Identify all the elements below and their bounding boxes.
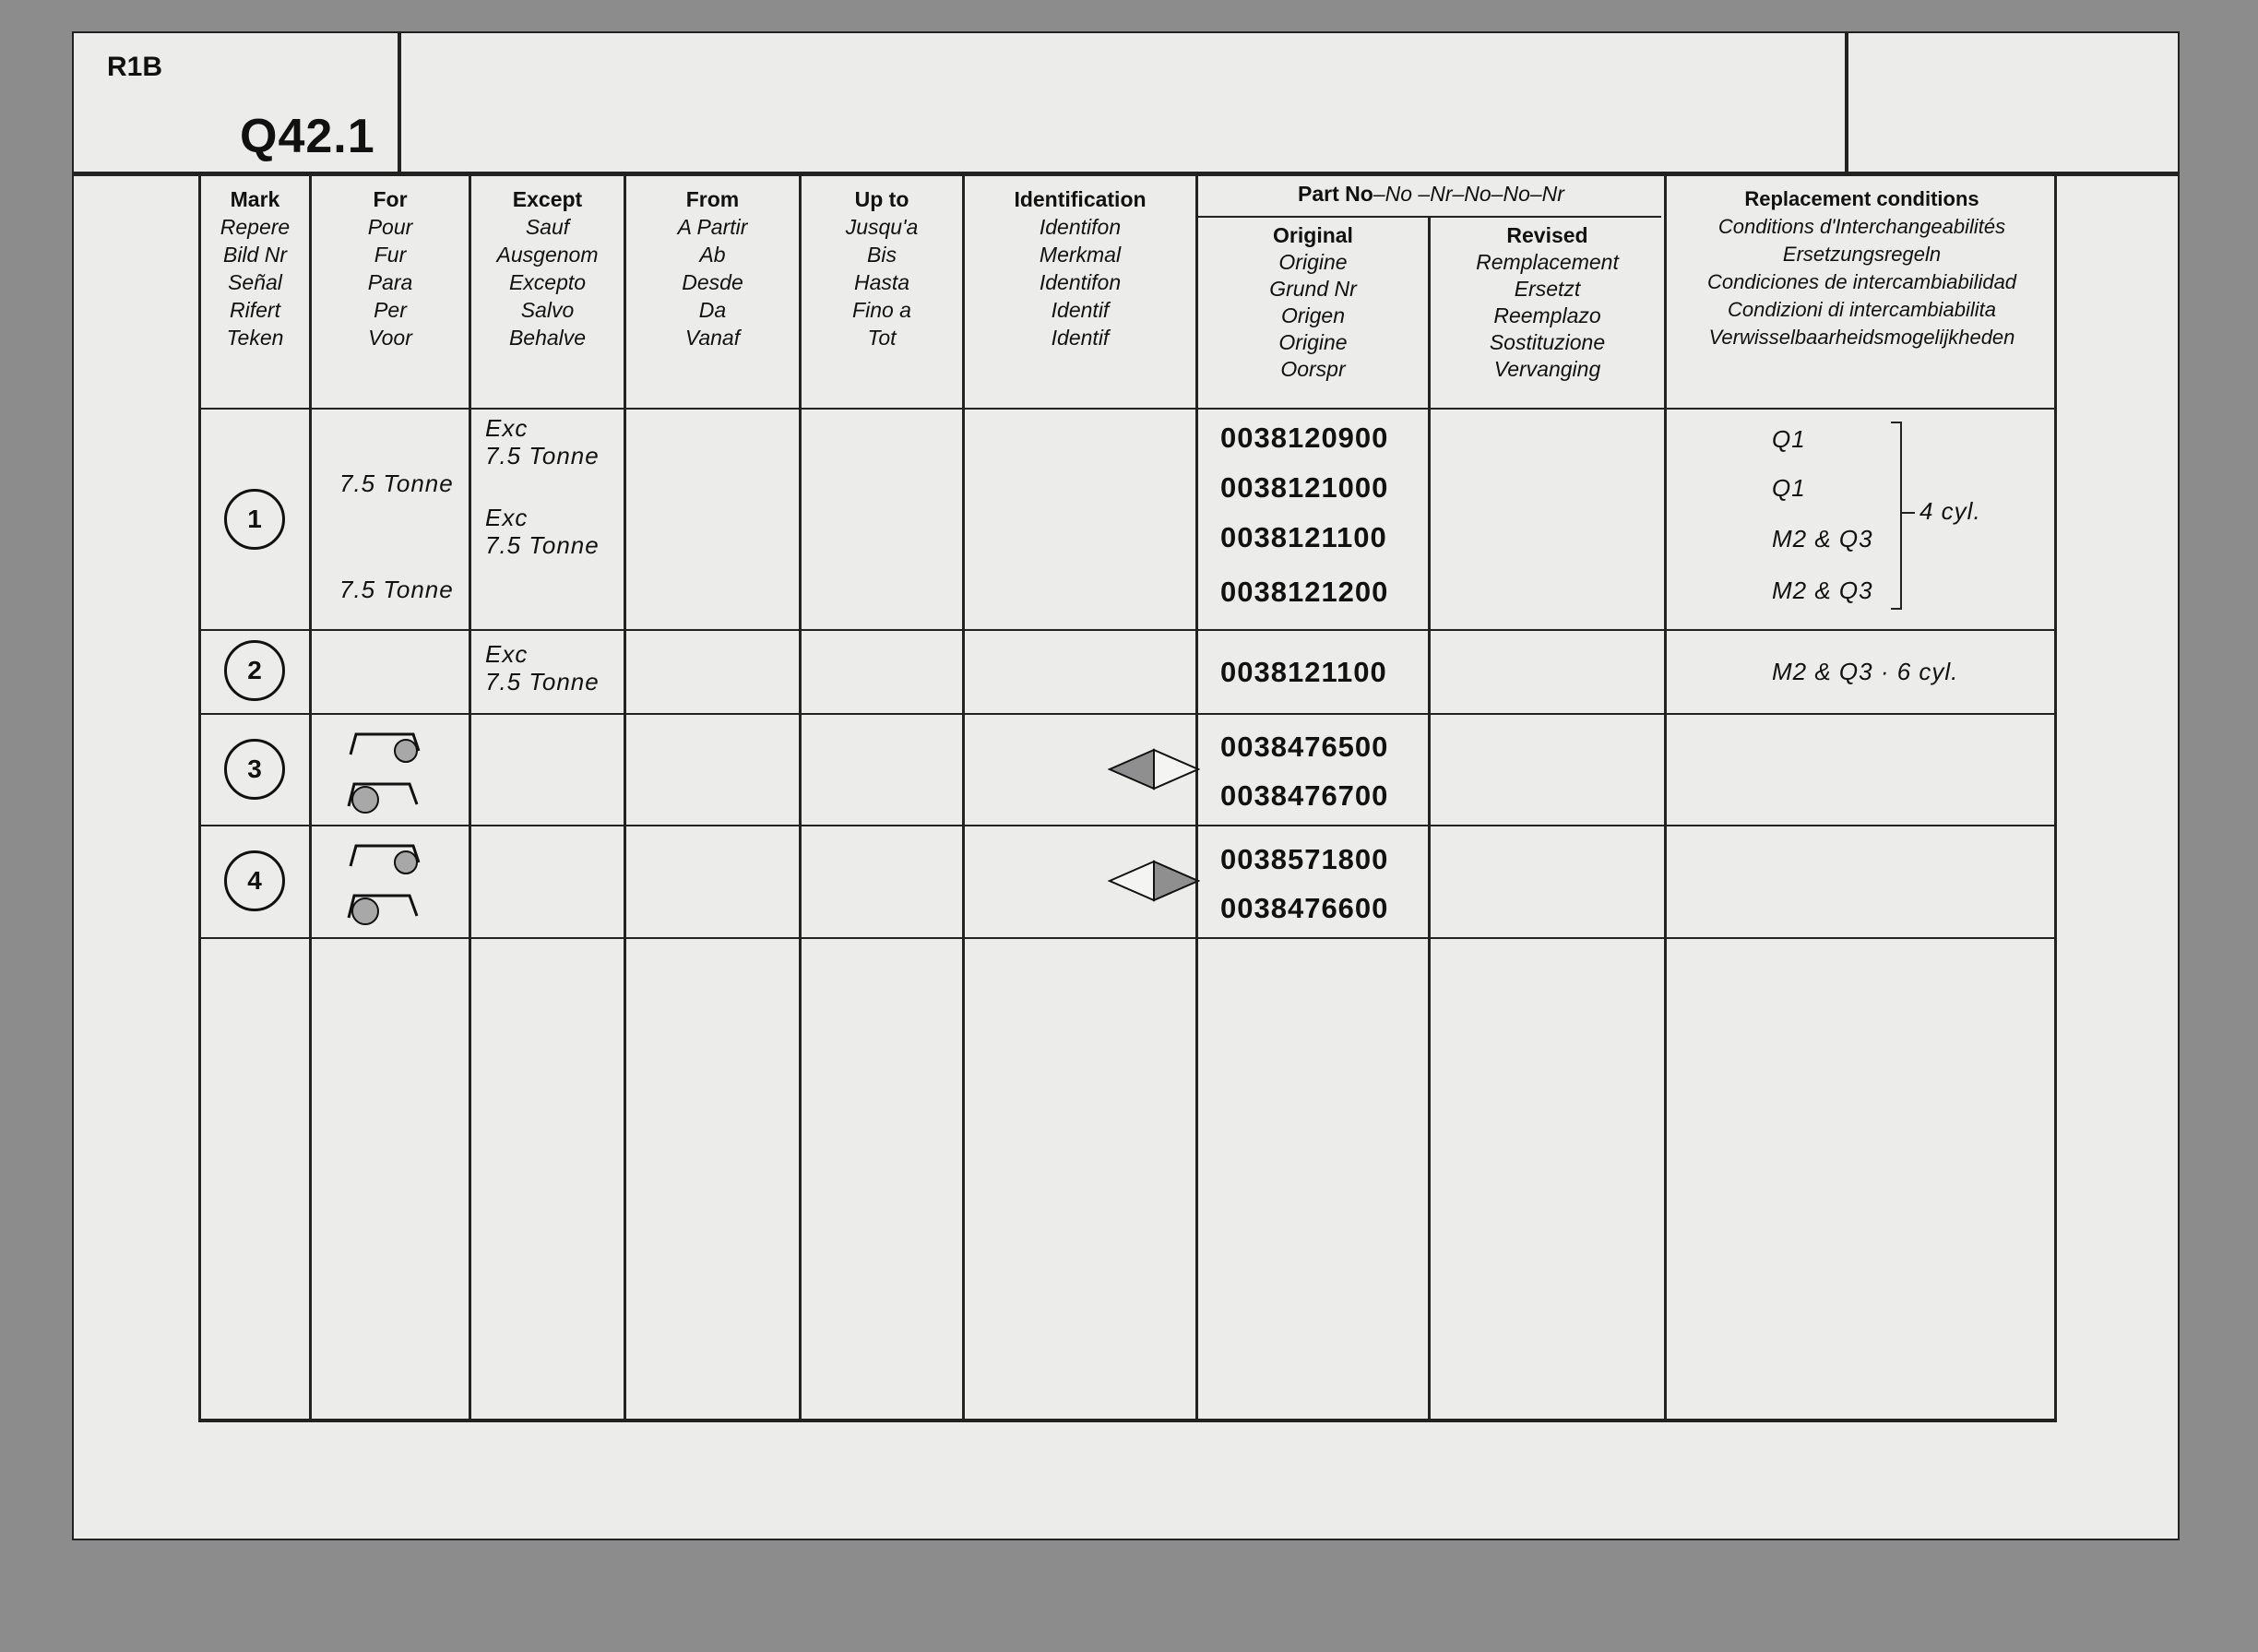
page-code: Q42.1 xyxy=(240,110,375,163)
diamond-left-shaded-icon xyxy=(1108,748,1200,790)
col-header-replacement: Replacement conditions Conditions d'Interchangeabilités Ersetzungsregeln Condiciones de intercambiabilidad Condizioni di intercambiabilita Verwisselbaarheidsmogelijkheden xyxy=(1706,187,2017,349)
col-header-identification: Identification Identifon Merkmal Identifon Identif Identif xyxy=(1014,187,1147,350)
row-rule xyxy=(201,629,2054,631)
col-divider xyxy=(624,174,626,1419)
condition-value: Q1 xyxy=(1772,425,1806,453)
part-number: 0038121200 xyxy=(1220,576,1389,608)
col-header-original: Original Origine Grund Nr Origen Origine Oorspr xyxy=(1269,223,1357,381)
bracket-note: 4 cyl. xyxy=(1919,497,1981,525)
condition-value: M2 & Q3 xyxy=(1772,576,1873,604)
col-header-partno: Part No–No –Nr–No–No–Nr xyxy=(1298,182,1564,206)
diamond-right-shaded-icon xyxy=(1108,860,1200,902)
parts-table xyxy=(198,174,2057,1422)
part-number: 0038121100 xyxy=(1220,656,1387,688)
col-header-from: From A Partir Ab Desde Da Vanaf xyxy=(677,187,748,350)
col-header-for: For Pour Fur Para Per Voor xyxy=(367,187,413,350)
condition-value: M2 & Q3 xyxy=(1772,525,1873,553)
header-bottom-rule xyxy=(201,408,2054,410)
mark-circle: 4 xyxy=(224,850,285,911)
part-number: 0038571800 xyxy=(1220,843,1389,875)
pipe-bracket-diagram xyxy=(339,835,441,927)
col-divider xyxy=(1664,174,1667,1419)
condition-value: Q1 xyxy=(1772,474,1806,502)
part-number: 0038476600 xyxy=(1220,892,1389,924)
col-header-upto: Up to Jusqu'a Bis Hasta Fino a Tot xyxy=(845,187,919,350)
mark-circle: 2 xyxy=(224,640,285,701)
catalog-card xyxy=(72,31,2180,1540)
part-number: 0038476500 xyxy=(1220,731,1389,763)
pipe-bracket-diagram xyxy=(339,723,441,815)
part-number: 0038120900 xyxy=(1220,422,1389,454)
bracket-tick xyxy=(1902,512,1915,514)
except-value: Exc 7.5 Tonne xyxy=(485,640,600,695)
for-value: 7.5 Tonne xyxy=(339,576,454,603)
part-number: 0038121000 xyxy=(1220,471,1389,504)
header-divider xyxy=(1845,33,1848,173)
except-value: Exc 7.5 Tonne xyxy=(485,414,600,469)
col-header-mark: Mark Repere Bild Nr Señal Rifert Teken xyxy=(220,187,291,350)
col-divider xyxy=(309,174,312,1419)
col-header-revised: Revised Remplacement Ersetzt Reemplazo Sostituzione Vervanging xyxy=(1476,223,1619,381)
col-divider xyxy=(962,174,965,1419)
except-value: Exc 7.5 Tonne xyxy=(485,504,600,559)
row-rule xyxy=(201,825,2054,826)
partno-subheader-rule xyxy=(1195,216,1661,218)
col-divider xyxy=(469,174,471,1419)
mark-circle: 3 xyxy=(224,739,285,800)
group-bracket xyxy=(1891,422,1902,610)
header-code-box xyxy=(74,33,401,173)
section-code: R1B xyxy=(107,52,163,82)
col-header-except: Except Sauf Ausgenom Excepto Salvo Behalve xyxy=(496,187,599,350)
row-rule xyxy=(201,713,2054,715)
row-rule xyxy=(201,937,2054,939)
mark-circle: 1 xyxy=(224,489,285,550)
part-number: 0038121100 xyxy=(1220,521,1387,553)
col-divider xyxy=(799,174,802,1419)
col-divider xyxy=(1428,216,1431,1419)
part-number: 0038476700 xyxy=(1220,779,1389,812)
for-value: 7.5 Tonne xyxy=(339,469,454,497)
condition-value: M2 & Q3 · 6 cyl. xyxy=(1772,658,1959,685)
